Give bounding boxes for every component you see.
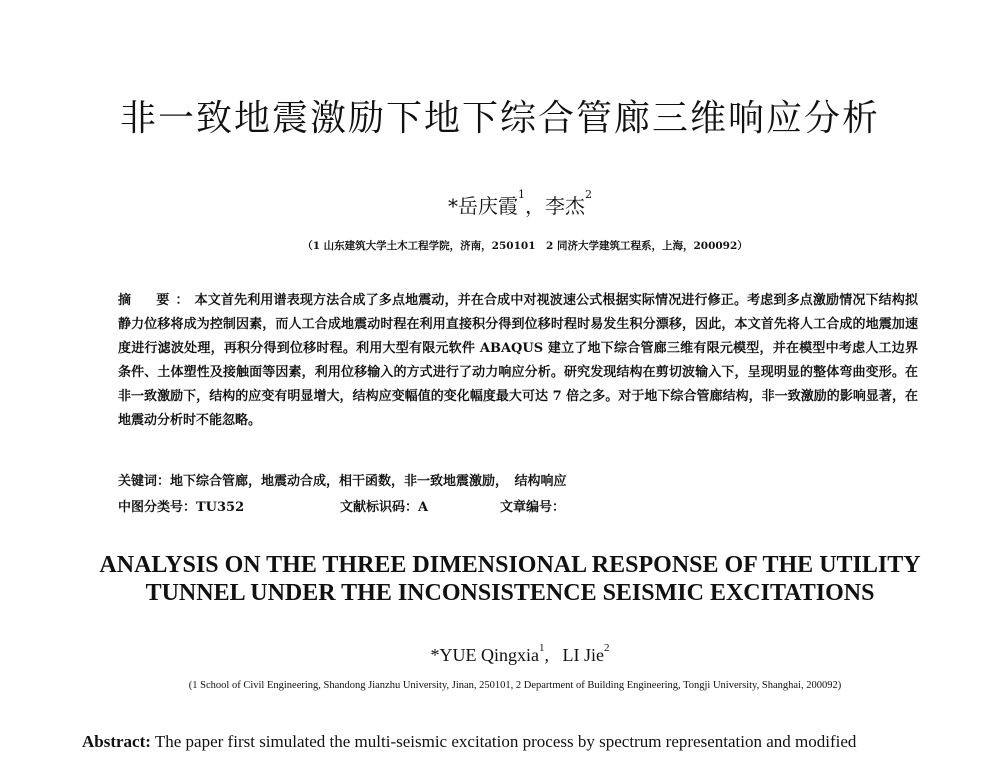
english-title-line-2: TUNNEL UNDER THE INCONSISTENCE SEISMIC EXCITATIONS [145,580,875,606]
chinese-authors [0,190,1000,219]
classification-number: 中图分类号：TU352 [118,500,245,515]
english-title-line-1: ANALYSIS ON THE THREE DIMENSIONAL RESPONSE OF THE UTILITY [99,552,921,578]
chinese-abstract-label: 摘 要： [118,293,195,308]
chinese-title: 非一致地震激励下地下综合管廊三维响应分析 [119,98,880,139]
chinese-abstract [118,289,918,433]
english-affiliation: (1 School of Civil Engineering, Shandong Jianzhu University, Jinan, 250101, 2 Department of Building Engineering, Tongji University, Shanghai, 200092) [188,680,842,691]
chinese-keywords [118,470,918,489]
english-author-1-affil-mark: 1 [539,642,545,654]
chinese-keywords-text: 地下综合管廊，地震动合成，相干函数，非一致地震激励， 结构响应 [170,474,567,489]
english-author-2-affil-mark: 2 [603,642,610,654]
english-title [0,551,1000,607]
english-author-1: *YUE Qingxia [430,645,539,665]
english-abstract [82,730,922,754]
chinese-author-1: *岳庆霞 [448,194,518,218]
chinese-classification-row [118,496,918,515]
chinese-affiliation: （1 山东建筑大学土木工程学院，济南，250101 2 同济大学建筑工程系，上海，200092） [302,240,748,252]
chinese-keywords-label: 关键词： [118,474,171,489]
english-author-separator: , [544,645,549,665]
english-author-2: LI Jie [562,645,604,665]
chinese-author-separator: ， [525,194,545,218]
english-abstract-text: The paper first simulated the multi-seismic excitation process by spectrum representation and modified [154,732,857,751]
chinese-abstract-text: 本文首先利用谱表现方法合成了多点地震动，并在合成中对视波速公式根据实际情况进行修正。考虑到多点激励情况下结构拟静力位移将成为控制因素，而人工合成地震动时程在利用直接积分得到位移时程时易发生积分漂移，因此，本文首先将人工合成的地震加速度进行滤波处理，再积分得到位移时程。利用大型有限元软件 ABAQUS 建立了地下综合管廊三维有限元模型，并在模型中考虑人工边界条件、土体塑性及接触面等因素，利用位移输入的方式进行了动力响应分析。研究发现结构在剪切波输入下，呈现明显的整体弯曲变形。在非一致激励下，结构的应变有明显增大，结构应变幅值的变化幅度最大可达 7 倍之多。对于地下综合管廊结构，非一致激励的影响显著，在地震动分析时不能忽略。 [118,293,918,428]
chinese-author-2: 李杰 [545,194,585,218]
article-number: 文章编号： [500,500,566,515]
english-abstract-label: Abstract: [82,732,151,751]
english-authors [0,642,1000,666]
chinese-author-1-affil-mark: 1 [518,188,525,201]
chinese-author-2-affil-mark: 2 [585,188,592,201]
document-code: 文献标识码：A [340,500,429,515]
